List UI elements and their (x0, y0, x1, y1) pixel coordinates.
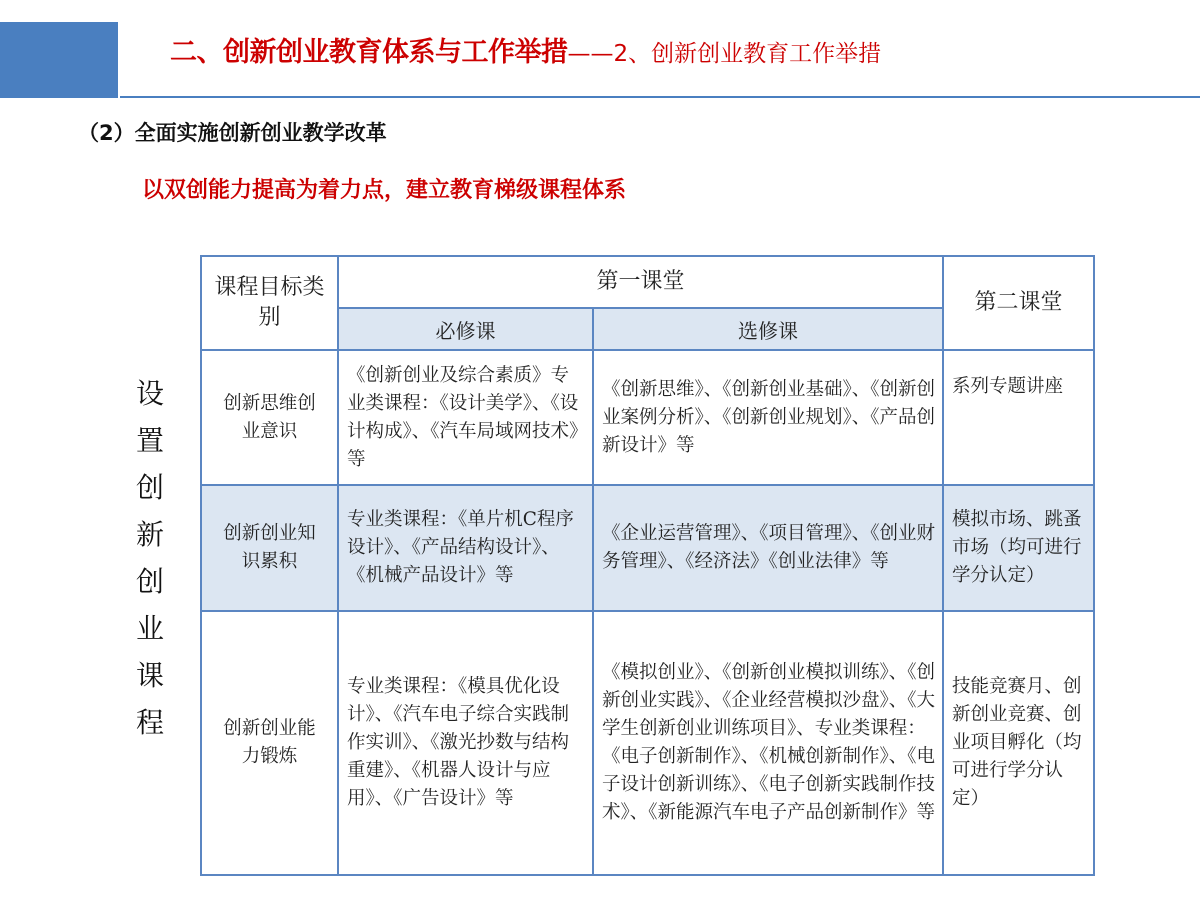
row-elective-courses: 《模拟创业》、《创新创业模拟训练》、《创新创业实践》、《企业经营模拟沙盘》、《大学生创新创业训练项目》、专业类课程：《电子创新制作》、《机械创新制作》、《电子设计创新训练》、《电子创新实践制作技术》、《新能源汽车电子产品创新制作》等 (593, 611, 943, 875)
row-required-courses: 专业类课程：《单片机C程序设计》、《产品结构设计》、《机械产品设计》等 (338, 485, 593, 611)
side-label-char: 业 (135, 612, 164, 645)
side-label-char: 创 (135, 471, 164, 504)
row-category: 创新思维创业意识 (201, 350, 338, 485)
side-label-char: 新 (135, 518, 164, 551)
side-label-char: 设 (135, 377, 164, 410)
page-title (170, 30, 881, 78)
section-heading: （2）全面实施创新创业教学改革 (78, 121, 387, 145)
side-label-char: 创 (135, 565, 164, 598)
row-required-courses: 《创新创业及综合素质》专业类课程：《设计美学》、《设计构成》、《汽车局域网技术》等 (338, 350, 593, 485)
header-first-classroom: 第一课堂 (338, 256, 943, 308)
header-second-classroom: 第二课堂 (943, 256, 1094, 350)
side-label-char: 课 (135, 659, 164, 692)
row-category: 创新创业能力锻炼 (201, 611, 338, 875)
curriculum-table (200, 255, 1095, 876)
header-category: 课程目标类别 (201, 256, 338, 350)
table-row (201, 350, 1094, 485)
table-row (201, 485, 1094, 611)
vertical-side-label (128, 370, 172, 746)
header-required: 必修课 (338, 308, 593, 350)
row-second-classroom: 模拟市场、跳蚤市场（均可进行学分认定） (943, 485, 1094, 611)
table-row (201, 611, 1094, 875)
side-label-char: 置 (135, 424, 164, 457)
row-second-classroom: 系列专题讲座 (943, 350, 1094, 485)
row-required-courses: 专业类课程：《模具优化设计》、《汽车电子综合实践制作实训》、《激光抄数与结构重建》、《机器人设计与应用》、《广告设计》等 (338, 611, 593, 875)
row-elective-courses: 《创新思维》、《创新创业基础》、《创新创业案例分析》、《创新创业规划》、《产品创新设计》等 (593, 350, 943, 485)
subheading: 以双创能力提高为着力点，建立教育梯级课程体系 (142, 178, 627, 203)
row-second-classroom: 技能竞赛月、创新创业竞赛、创业项目孵化（均可进行学分认定） (943, 611, 1094, 875)
row-category: 创新创业知识累积 (201, 485, 338, 611)
page-title-main: 二、创新创业教育体系与工作举措 (170, 37, 568, 68)
title-divider (120, 96, 1200, 98)
page-title-sub: ——2、创新创业教育工作举措 (567, 41, 882, 67)
header-elective: 选修课 (593, 308, 943, 350)
row-elective-courses: 《企业运营管理》、《项目管理》、《创业财务管理》、《经济法》《创业法律》等 (593, 485, 943, 611)
corner-accent-block (0, 22, 118, 98)
table-header-row (201, 256, 1094, 308)
side-label-char: 程 (135, 706, 164, 739)
